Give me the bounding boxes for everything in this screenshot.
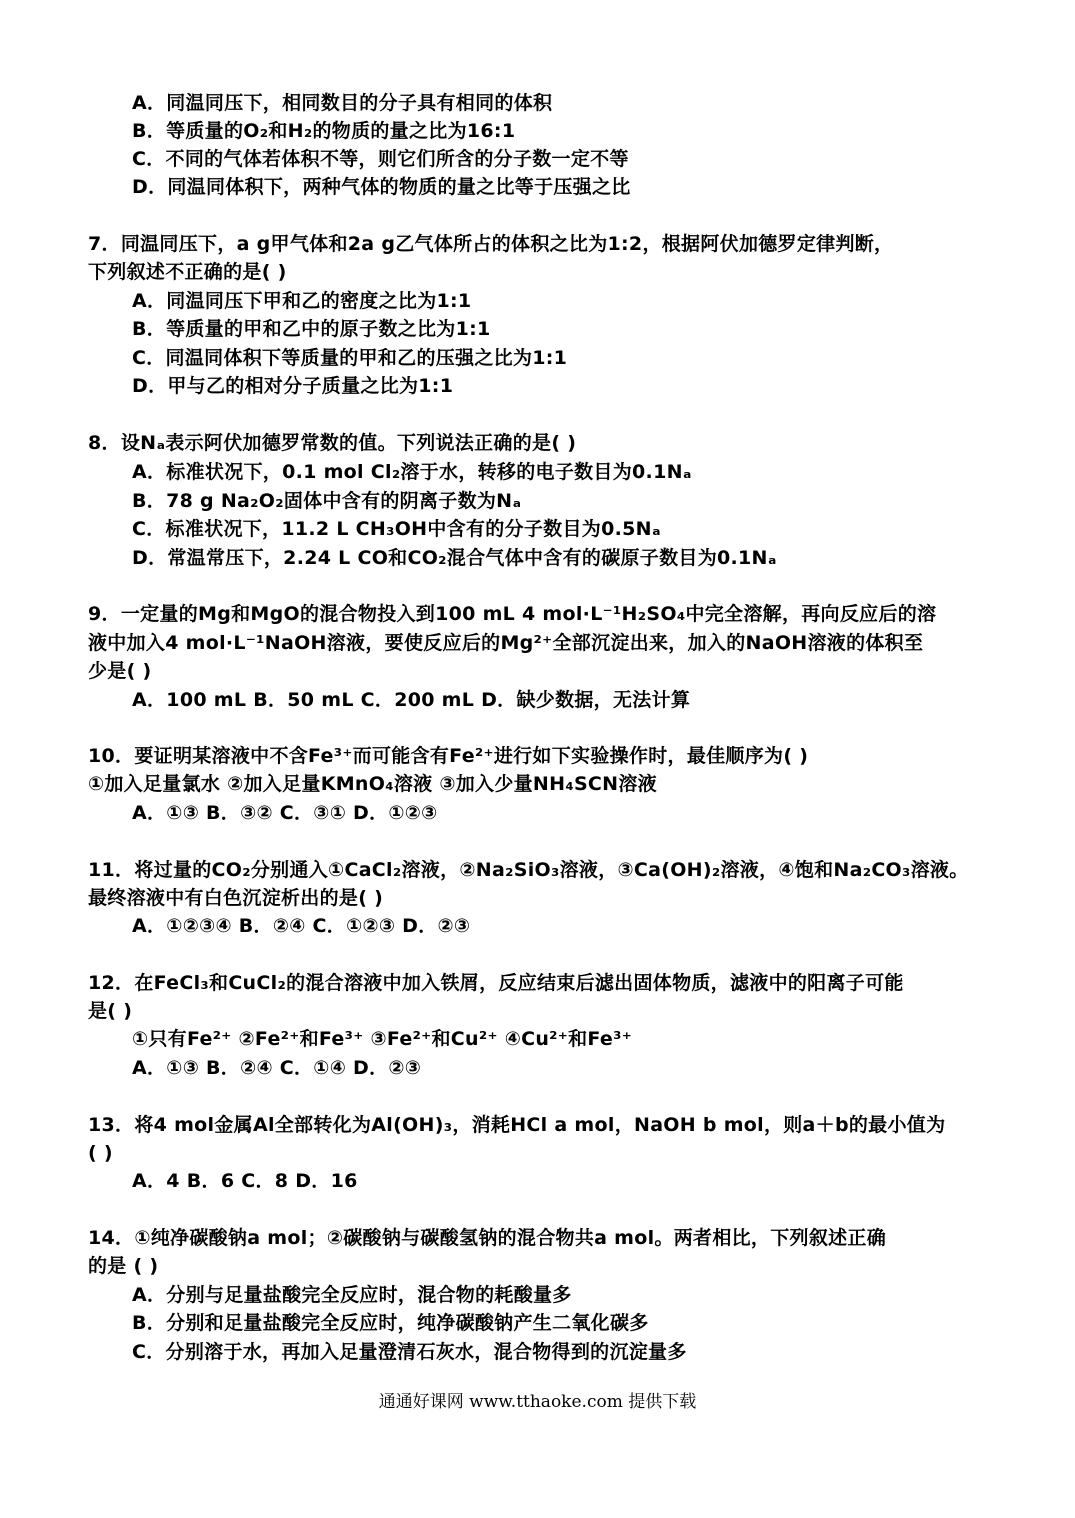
q7-option-c: C．同温同体积下等质量的甲和乙的压强之比为1:1 — [132, 347, 568, 369]
q10-stem-line-1: 10．要证明某溶液中不含Fe³⁺而可能含有Fe²⁺进行如下实验操作时，最佳顺序为( ) — [88, 745, 809, 767]
q10-stem-line-2: ①加入足量氯水 ②加入足量KMnO₄溶液 ③加入少量NH₄SCN溶液 — [88, 773, 657, 795]
q8-option-b: B．78 g Na₂O₂固体中含有的阴离子数为Nₐ — [132, 490, 522, 512]
q12-options: A．①③ B．②④ C．①④ D．②③ — [132, 1057, 422, 1079]
q12-stem-line-2: 是( ) — [88, 1000, 133, 1022]
q9-stem-line-2: 液中加入4 mol·L⁻¹NaOH溶液，要使反应后的Mg²⁺全部沉淀出来，加入的NaOH溶液的体积至 — [88, 632, 924, 654]
q6-option-a: A．同温同压下，相同数目的分子具有相同的体积 — [132, 92, 553, 114]
q14-option-b: B．分别和足量盐酸完全反应时，纯净碳酸钠产生二氧化碳多 — [132, 1312, 649, 1334]
q13-stem-line-1: 13．将4 mol金属Al全部转化为Al(OH)₃，消耗HCl a mol，NaOH b mol，则a＋b的最小值为 — [88, 1114, 946, 1136]
q7-option-a: A．同温同压下甲和乙的密度之比为1:1 — [132, 290, 472, 312]
q8-option-d: D．常温常压下，2.24 L CO和CO₂混合气体中含有的碳原子数目为0.1Nₐ — [132, 547, 777, 569]
q14-stem-line-2: 的是 ( ) — [88, 1255, 159, 1277]
q14-option-a: A．分别与足量盐酸完全反应时，混合物的耗酸量多 — [132, 1284, 572, 1306]
q10-options: A．①③ B．③② C．③① D．①②③ — [132, 802, 438, 824]
q6-option-d: D．同温同体积下，两种气体的物质的量之比等于压强之比 — [132, 176, 631, 198]
q9-stem-line-1: 9．一定量的Mg和MgO的混合物投入到100 mL 4 mol·L⁻¹H₂SO₄中完全溶解，再向反应后的溶 — [88, 603, 937, 625]
q7-option-d: D．甲与乙的相对分子质量之比为1:1 — [132, 375, 454, 397]
q6-option-b: B．等质量的O₂和H₂的物质的量之比为16:1 — [132, 120, 516, 142]
q11-options: A．①②③④ B．②④ C．①②③ D．②③ — [132, 915, 471, 937]
q14-stem-line-1: 14．①纯净碳酸钠a mol；②碳酸钠与碳酸氢钠的混合物共a mol。两者相比，下列叙述正确 — [88, 1227, 887, 1249]
q6-option-c: C．不同的气体若体积不等，则它们所含的分子数一定不等 — [132, 148, 629, 170]
q11-stem-line-1: 11．将过量的CO₂分别通入①CaCl₂溶液，②Na₂SiO₃溶液，③Ca(OH)₂溶液，④饱和Na₂CO₃溶液。 — [88, 859, 969, 881]
q12-choices: ①只有Fe²⁺ ②Fe²⁺和Fe³⁺ ③Fe²⁺和Cu²⁺ ④Cu²⁺和Fe³⁺ — [132, 1028, 633, 1050]
q7-option-b: B．等质量的甲和乙中的原子数之比为1:1 — [132, 318, 491, 340]
q12-stem-line-1: 12．在FeCl₃和CuCl₂的混合溶液中加入铁屑，反应结束后滤出固体物质，滤液中的阳离子可能 — [88, 972, 904, 994]
q8-option-c: C．标准状况下，11.2 L CH₃OH中含有的分子数目为0.5Nₐ — [132, 518, 661, 540]
q7-stem-line-2: 下列叙述不正确的是( ) — [88, 261, 287, 283]
q7-stem-line-1: 7．同温同压下，a g甲气体和2a g乙气体所占的体积之比为1:2，根据阿伏加德罗定律判断， — [88, 233, 894, 255]
q8-option-a: A．标准状况下，0.1 mol Cl₂溶于水，转移的电子数目为0.1Nₐ — [132, 461, 692, 483]
q13-options: A．4 B．6 C．8 D．16 — [132, 1170, 358, 1192]
page-footer: 通通好课网 www.tthaoke.com 提供下载 — [378, 1392, 697, 1412]
q13-stem-line-2: ( ) — [88, 1142, 113, 1164]
q8-stem: 8．设Nₐ表示阿伏加德罗常数的值。下列说法正确的是( ) — [88, 432, 577, 454]
q14-option-c: C．分别溶于水，再加入足量澄清石灰水，混合物得到的沉淀量多 — [132, 1341, 687, 1363]
q9-stem-line-3: 少是( ) — [88, 660, 152, 682]
q11-stem-line-2: 最终溶液中有白色沉淀析出的是( ) — [88, 887, 384, 909]
q9-options: A．100 mL B．50 mL C．200 mL D．缺少数据，无法计算 — [132, 689, 691, 711]
